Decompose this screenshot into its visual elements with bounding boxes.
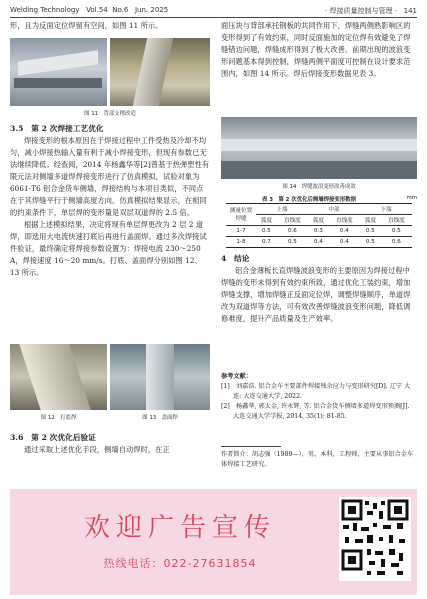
table-cell: 0.6: [381, 237, 412, 248]
left-text-top: [10, 20, 210, 32]
left-text-body: [10, 122, 210, 279]
table-corner-cell: [226, 204, 256, 226]
paragraph: 通过采取上述优化手段，侧墙自动焊时，在正: [24, 445, 170, 454]
volume: Vol.54: [86, 6, 108, 14]
table3-unit: mm: [406, 195, 417, 201]
references: [221, 372, 417, 422]
table-group-header: 中部: [308, 204, 360, 215]
running-header-right: [325, 6, 417, 16]
footnote-rule: [221, 446, 281, 447]
right-text-body: [221, 252, 417, 325]
journal-name: Welding Technology: [10, 6, 80, 14]
table-cell: 0.4: [329, 237, 360, 248]
table-cell: 0.4: [308, 237, 329, 248]
right-text-top: [221, 20, 417, 80]
table-cell: 0.5: [256, 226, 277, 237]
fig11-photo-right: [110, 38, 210, 106]
table-corner-bottom: 焊缝: [235, 215, 247, 222]
table-corner-top: 测量位置: [229, 207, 253, 214]
reference-item: [1] 刘嘉浩. 铝合金车主要部件焊接残余应力与变形研究[D]. 辽宁 大连: 大连交通大学, 2022.: [221, 383, 411, 400]
table-subheader: 弧度: [360, 215, 381, 226]
table-cell: 0.5: [381, 226, 412, 237]
running-header-left: [10, 6, 168, 14]
table-row: [226, 226, 412, 237]
table-subheader: 弧度: [308, 215, 329, 226]
table3: [226, 203, 412, 248]
issue: No.6: [112, 6, 129, 14]
paragraph: 焊接变形的根本原因在于焊接过程中工件受热及冷却不均匀，减小焊接热输入量有利于减小焊接变形，但现有参数已无法继续降低。经查阅，2014 年杨鑫华等[2]曾基于热弹塑性有限元法对侧墙多道焊焊接变形进行了仿真模拟，试验对象为 6061-T6 铝合金货车侧墙，焊接结构与本项目类似，不同点在于其焊缝平行于侧墙高度方向。仿真模拟结果显示，在相同的约束条件下，单层焊的变形量是双层双道焊的 2.5 倍。: [10, 136, 210, 217]
fig12-photo: [10, 344, 107, 410]
table-subheader: 直线度: [329, 215, 360, 226]
heading-3-6: 3.6 第 2 次优化后验证: [10, 433, 96, 442]
ad-title: 欢迎广告宣传: [83, 513, 276, 543]
heading-3-5: 3.5 第 2 次焊接工艺优化: [10, 124, 104, 133]
issue-date: Jun. 2025: [134, 6, 169, 14]
table-cell: 0.3: [308, 226, 329, 237]
table-subheader: 直线度: [381, 215, 412, 226]
heading-4: 4 结论: [221, 254, 250, 263]
references-title: 参考文献：: [221, 373, 252, 380]
qr-code-icon: [339, 497, 411, 581]
author-note: 作者简介：胡志强（1989—），男，本科，工程师，主要从事铝合金车体焊接工艺研究。: [221, 451, 414, 468]
header-rule: [10, 17, 417, 18]
table-cell: 0.5: [360, 237, 381, 248]
fig14-caption: 图 14 焊缝波浪变形改善成效: [282, 184, 356, 190]
table-subheader: 弧度: [256, 215, 277, 226]
table3-title: 表 3 第 2 次优化后侧墙焊接变形数据: [262, 197, 356, 203]
paragraph: 铝合金薄板长直焊缝波浪变形的主要原因为焊接过程中焊缝的变形未得到有效约束所致，通过优化工装约束，增加焊缝支撑，增加焊缝正反面定位焊，调整焊缝顺序，单道焊改为双道焊等方法，可有效改善焊缝波浪变形问题，降低调修难度，提升产品质量及生产效率。: [221, 266, 411, 323]
advertisement-banner: [10, 489, 417, 595]
ad-hotline: 热线电话：022-27631854: [103, 557, 257, 570]
fig11-photo-left: [10, 38, 107, 106]
table-cell: 0.4: [329, 226, 360, 237]
table-cell: 0.7: [256, 237, 277, 248]
table-group-header: 下端: [360, 204, 412, 215]
table-cell: 1-8: [226, 237, 256, 248]
fig12-caption: 图 12 打底焊: [40, 415, 77, 421]
table-row: [226, 237, 412, 248]
paragraph: 根据上述模拟结果，决定将现有单层焊更改为 2 层 2 道焊，即选用大电流快速打底后再进行盖面焊。通过多次焊接试件验证，最终确定将焊接参数设置为：焊接电流 230～250 A，焊接速度 16～20 mm/s。打底、盖面焊分别如图 12、13 所示。: [10, 220, 207, 277]
section-name: · 焊接质量控制与管理 ·: [325, 7, 397, 15]
page-number: 141: [403, 7, 417, 15]
left-text-bottom: [10, 431, 210, 456]
paragraph: 形，且为反面定位焊留有空间，如图 11 所示。: [10, 21, 163, 30]
fig11-caption: 图 11 背部支撑改造: [84, 111, 136, 117]
fig14-photo: [221, 117, 417, 179]
table-cell: 0.6: [277, 226, 308, 237]
fig13-caption: 图 13 盖面焊: [142, 415, 178, 421]
reference-item: [2] 杨鑫华, 郭太金, 许永辉, 等. 铝合金货车侧墙多道焊变形预测[J]. 大连交通大学学报, 2014, 35(1): 81-85.: [221, 403, 410, 420]
table-group-header: 上端: [256, 204, 308, 215]
fig13-photo: [110, 344, 210, 410]
table-cell: 0.5: [360, 226, 381, 237]
table-cell: 0.5: [277, 237, 308, 248]
paragraph: 面压块与背部承托钢板的共同作用下，焊缝两侧熟影响区的变形得到了有效约束，同时反面施加的定位焊有效避免了焊缝错边问题，焊缝成形得到了极大改善。前期出现的波浪变形问题基本得到控制，焊缝两侧平面度可控制在设计要求范围内，如图 14 所示。焊后焊接变形数据见表 3。: [221, 21, 411, 78]
table-subheader: 直线度: [277, 215, 308, 226]
table-cell: 1-7: [226, 226, 256, 237]
